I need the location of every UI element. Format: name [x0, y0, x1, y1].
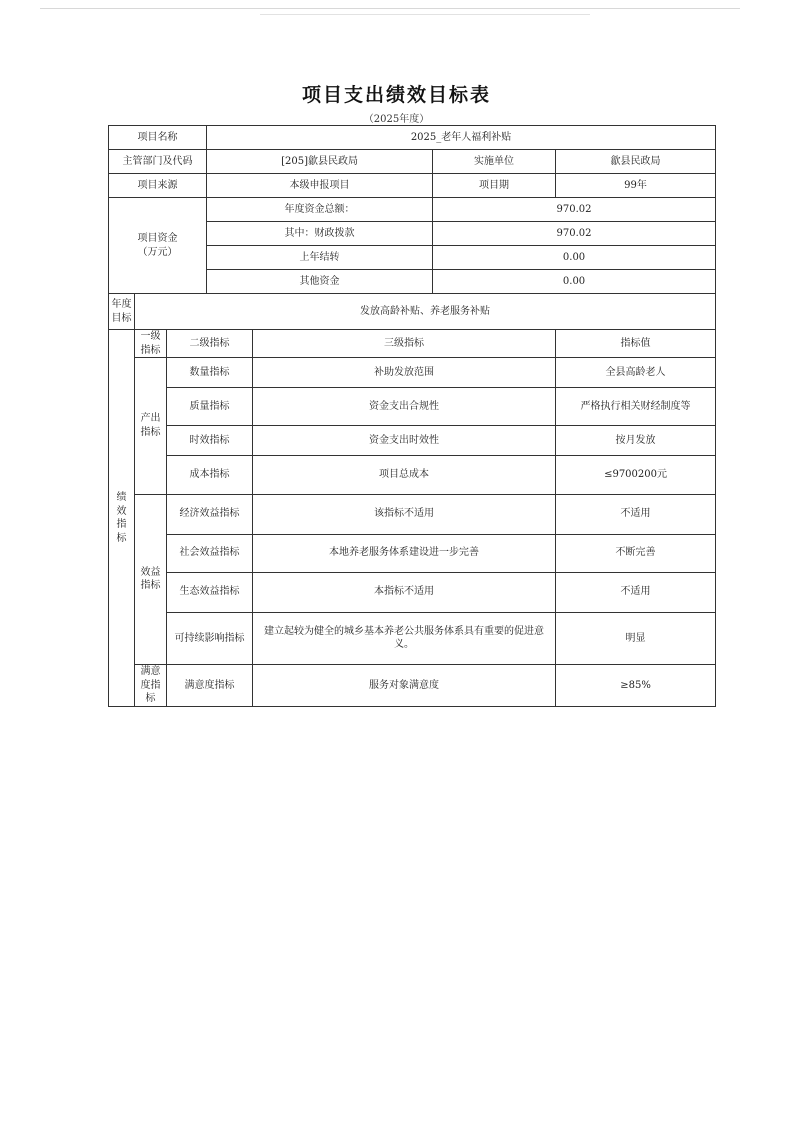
indicator-value-cell: 按月发放 — [556, 426, 716, 456]
fund-row-label: 年度资金总额： — [207, 198, 433, 222]
implementing-unit-label: 实施单位 — [433, 150, 556, 174]
level2-cell: 时效指标 — [167, 426, 253, 456]
level2-cell: 成本指标 — [167, 456, 253, 494]
fund-row-value: 0.00 — [433, 270, 716, 294]
level3-cell: 该指标不适用 — [253, 494, 556, 534]
output-indicator-label-text: 产出 指标 — [140, 413, 161, 438]
row-output-quality — [109, 388, 716, 426]
level3-cell: 本指标不适用 — [253, 572, 556, 612]
level3-cell: 资金支出合规性 — [253, 388, 556, 426]
row-benefit-sustainable — [109, 612, 716, 664]
project-name-value: 2025_老年人福利补贴 — [207, 126, 716, 150]
row-fund-total — [109, 198, 716, 222]
document-title: 项目支出绩效目标表 — [301, 84, 491, 106]
level3-cell: 补助发放范围 — [253, 358, 556, 388]
row-benefit-ecological — [109, 572, 716, 612]
fund-row-value: 970.02 — [433, 198, 716, 222]
department-value: [205]歙县民政局 — [207, 150, 433, 174]
fund-row-label: 其中：财政拨款 — [207, 222, 433, 246]
indicator-value-cell: ≤9700200元 — [556, 456, 716, 494]
level3-cell: 本地养老服务体系建设进一步完善 — [253, 534, 556, 572]
header-level1-text: 一级 指标 — [140, 331, 161, 356]
annual-goal-label — [109, 294, 135, 330]
indicator-value-cell: 严格执行相关财经制度等 — [556, 388, 716, 426]
scan-artifact-line — [260, 14, 590, 15]
annual-goal-value: 发放高龄补贴、养老服务补贴 — [135, 294, 716, 330]
output-indicator-label — [135, 358, 167, 494]
level2-cell: 生态效益指标 — [167, 572, 253, 612]
funds-label-text: 项目资金 （万元） — [137, 233, 178, 258]
level2-cell: 社会效益指标 — [167, 534, 253, 572]
satisfaction-indicator-label — [135, 664, 167, 706]
indicator-value-cell: 全县高龄老人 — [556, 358, 716, 388]
satisfaction-indicator-label-text: 满意 度指 标 — [140, 666, 161, 705]
row-annual-goal — [109, 294, 716, 330]
level3-cell: 建立起较为健全的城乡基本养老公共服务体系具有重要的促进意义。 — [253, 612, 556, 664]
project-period-value: 99年 — [556, 174, 716, 198]
indicator-value-cell: 明显 — [556, 612, 716, 664]
benefit-indicator-label — [135, 494, 167, 664]
level3-cell: 资金支出时效性 — [253, 426, 556, 456]
indicator-value-cell: ≥85% — [556, 664, 716, 706]
project-source-value: 本级申报项目 — [207, 174, 433, 198]
implementing-unit-value: 歙县民政局 — [556, 150, 716, 174]
department-label: 主管部门及代码 — [109, 150, 207, 174]
project-name-label: 项目名称 — [109, 126, 207, 150]
project-period-label: 项目期 — [433, 174, 556, 198]
scan-artifact-line — [40, 8, 740, 9]
performance-label — [109, 330, 135, 707]
indicator-value-cell: 不断完善 — [556, 534, 716, 572]
row-satisfaction — [109, 664, 716, 706]
level3-cell: 项目总成本 — [253, 456, 556, 494]
indicator-value-cell: 不适用 — [556, 494, 716, 534]
level2-cell: 满意度指标 — [167, 664, 253, 706]
indicator-value-cell: 不适用 — [556, 572, 716, 612]
performance-goal-table — [108, 125, 716, 707]
header-level3: 三级指标 — [253, 330, 556, 358]
benefit-indicator-label-text: 效益 指标 — [140, 566, 161, 592]
level2-cell: 经济效益指标 — [167, 494, 253, 534]
header-level1 — [135, 330, 167, 358]
row-department — [109, 150, 716, 174]
annual-goal-label-text: 年度 目标 — [111, 299, 132, 324]
level2-cell: 可持续影响指标 — [167, 612, 253, 664]
row-benefit-social — [109, 534, 716, 572]
fund-row-value: 970.02 — [433, 222, 716, 246]
row-project-name — [109, 126, 716, 150]
project-source-label: 项目来源 — [109, 174, 207, 198]
level2-cell: 数量指标 — [167, 358, 253, 388]
fund-row-label: 上年结转 — [207, 246, 433, 270]
level3-cell: 服务对象满意度 — [253, 664, 556, 706]
row-benefit-economic — [109, 494, 716, 534]
fund-row-label: 其他资金 — [207, 270, 433, 294]
row-output-timeliness — [109, 426, 716, 456]
level2-cell: 质量指标 — [167, 388, 253, 426]
row-output-cost — [109, 456, 716, 494]
document-subtitle: （2025年度） — [363, 114, 430, 125]
funds-label — [109, 198, 207, 294]
header-level2: 二级指标 — [167, 330, 253, 358]
row-output-quantity — [109, 358, 716, 388]
performance-label-text: 绩 效 指 标 — [116, 492, 127, 544]
fund-row-value: 0.00 — [433, 246, 716, 270]
row-source — [109, 174, 716, 198]
row-performance-header — [109, 330, 716, 358]
header-value: 指标值 — [556, 330, 716, 358]
